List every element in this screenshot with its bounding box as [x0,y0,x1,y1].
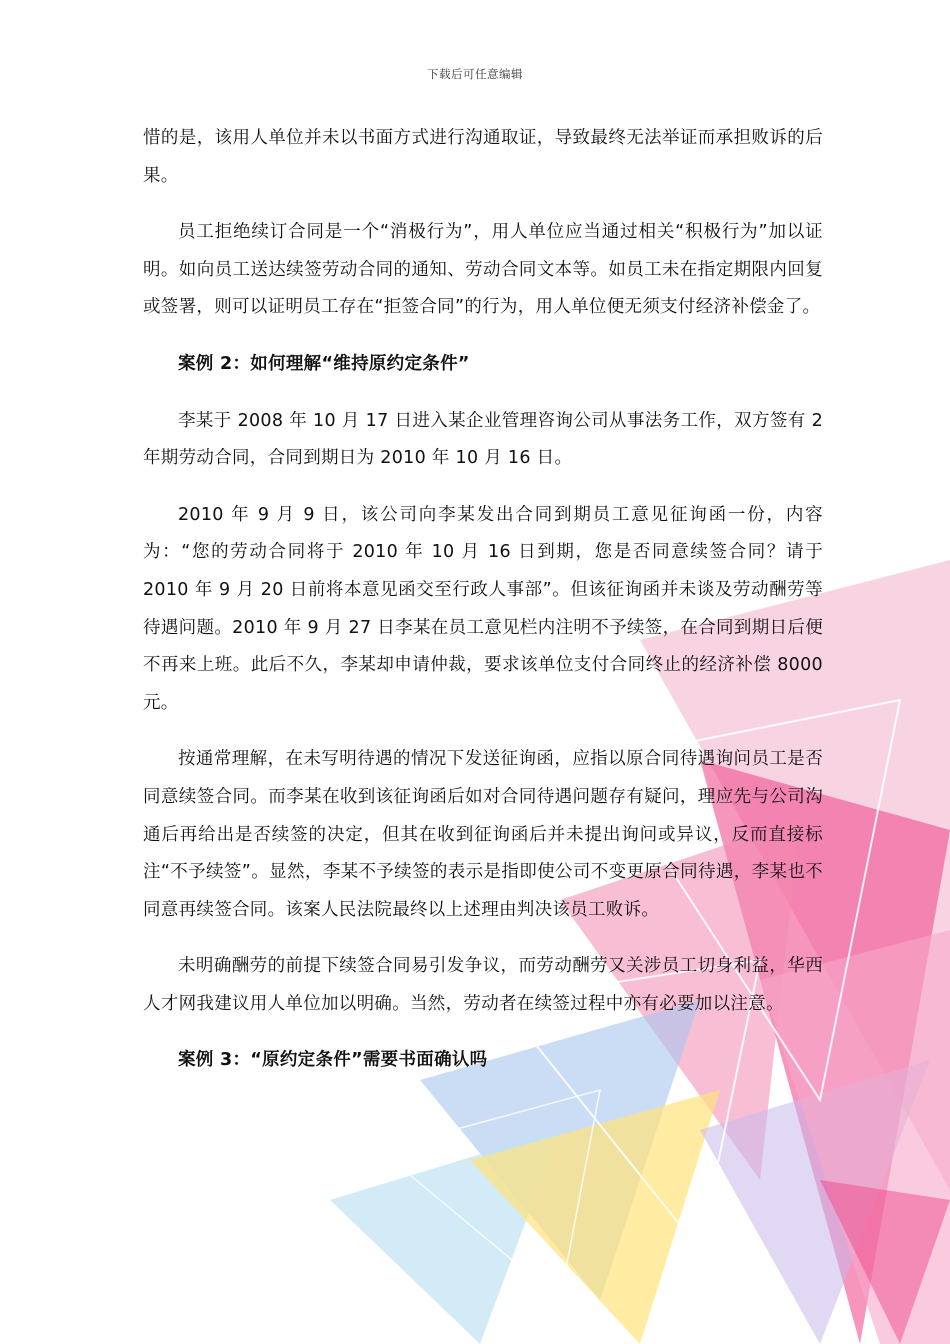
document-body [143,120,823,1099]
paragraph-case-2-analysis: 按通常理解，在未写明待遇的情况下发送征询函，应指以原合同待遇询问员工是否同意续签合同。而李某在收到该征询函后如对合同待遇问题存有疑问，理应先与公司沟通后再给出是否续签的决定，但其在收到征询函后并未提出询问或异议，反而直接标注“不予续签”。显然，李某不予续签的表示是指即使公司不变更原合同待遇，李某也不同意再续签合同。该案人民法院最终以上述理由判决该员工败诉。 [143,749,823,920]
paragraph-case-2-letter: 2010 年 9 月 9 日，该公司向李某发出合同到期员工意见征询函一份，内容为：“您的劳动合同将于 2010 年 10 月 16 日到期，您是否同意续签合同？请于 2010 年 9 月 20 日前将本意见函交至行政人事部”。但该征询函并未谈及劳动酬劳等待遇问题。2010 年 9 月 27 日李某在员工意见栏内注明不予续签，在合同到期日后便不再来上班。此后不久，李某却申请仲裁，要求该单位支付合同终止的经济补偿 8000 元。 [143,504,823,713]
paragraph-case-2-background: 李某于 2008 年 10 月 17 日进入某企业管理咨询公司从事法务工作，双方签有 2 年期劳动合同，合同到期日为 2010 年 10 月 16 日。 [143,410,823,469]
paragraph-continuation: 惜的是，该用人单位并未以书面方式进行沟通取证，导致最终无法举证而承担败诉的后果。 [143,128,823,186]
page-header-watermark: 下载后可任意编辑 [427,67,523,81]
paragraph-case-2-advice: 未明确酬劳的前提下续签合同易引发争议，而劳动酬劳又关涉员工切身利益，华西人才网我建议用人单位加以明确。当然，劳动者在续签过程中亦有必要加以注意。 [143,956,823,1014]
section-heading-case-3: 案例 3：“原约定条件”需要书面确认吗 [178,1050,488,1071]
paragraph-refusal-behavior: 员工拒绝续订合同是一个“消极行为”，用人单位应当通过相关“积极行为”加以证明。如向员工送达续签劳动合同的通知、劳动合同文本等。如员工未在指定期限内回复或签署，则可以证明员工存在“拒签合同”的行为，用人单位便无须支付经济补偿金了。 [143,222,823,318]
section-heading-case-2: 案例 2：如何理解“维持原约定条件” [178,353,470,374]
